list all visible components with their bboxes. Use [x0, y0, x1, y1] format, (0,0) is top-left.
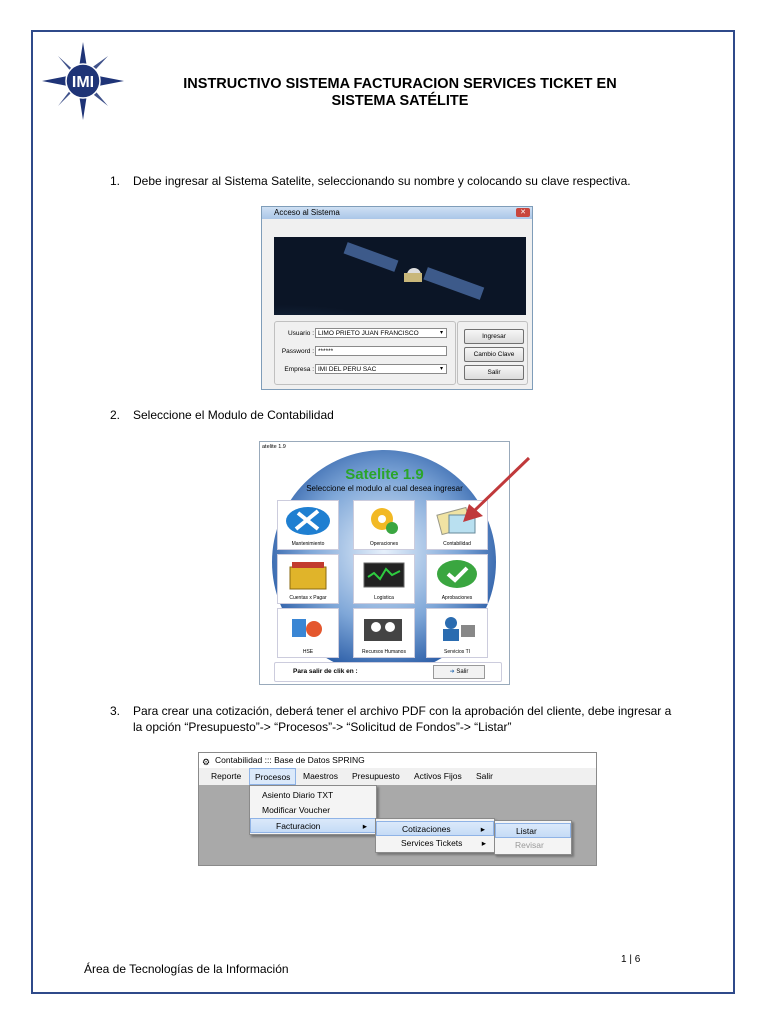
menu-activos-fijos[interactable]: Activos Fijos	[414, 771, 462, 781]
module-label: Contabilidad	[443, 541, 471, 547]
people-icon	[354, 609, 414, 647]
module-recursos-humanos[interactable]	[353, 608, 415, 658]
chevron-right-icon: ▸	[362, 821, 367, 831]
module-cuentas-x-pagar[interactable]	[277, 554, 339, 604]
module-label: Recursos Humanos	[362, 649, 406, 655]
facturacion-label: Facturacion	[276, 821, 321, 831]
module-label: Servicios TI	[443, 649, 471, 655]
password-value: ******	[318, 348, 334, 355]
salir-button[interactable]: Salir	[464, 365, 524, 380]
box-icon	[278, 555, 338, 593]
page-number: 1 | 6	[621, 954, 641, 965]
password-field[interactable]	[315, 346, 447, 356]
exit-arrow-icon: ➜	[449, 669, 457, 675]
user-computer-icon	[427, 609, 487, 647]
check-icon	[427, 555, 487, 593]
module-servicios-ti[interactable]	[426, 608, 488, 658]
module-label: HSE	[302, 649, 314, 655]
module-aprobaciones[interactable]	[426, 554, 488, 604]
step-text: Seleccione el Modulo de Contabilidad	[133, 408, 334, 422]
menu-maestros[interactable]: Maestros	[303, 771, 338, 781]
cotizaciones-label: Cotizaciones	[402, 824, 451, 834]
login-window-titlebar	[262, 207, 532, 219]
module-label: Aprobaciones	[441, 595, 473, 601]
module-hse[interactable]	[277, 608, 339, 658]
document-title	[140, 76, 660, 110]
launcher-heading: Satelite 1.9	[345, 466, 424, 483]
menu-screenshot	[198, 752, 597, 866]
menu-presupuesto[interactable]: Presupuesto	[352, 771, 400, 781]
usuario-value: LIMO PRIETO JUAN FRANCISCO	[318, 330, 419, 337]
wrench-icon	[278, 501, 338, 539]
menu-window-title: Contabilidad ::: Base de Datos SPRING	[215, 755, 365, 765]
module-logistica[interactable]	[353, 554, 415, 604]
footer-department: Área de Tecnologías de la Información	[84, 962, 289, 976]
module-label: Operaciones	[369, 541, 399, 547]
module-label: Mantenimiento	[291, 541, 325, 547]
services-tickets-label: Services Tickets	[401, 838, 463, 848]
exit-text: Para salir de clik en :	[293, 668, 358, 675]
module-label: Cuentas x Pagar	[289, 595, 327, 601]
login-window-title: Acceso al Sistema	[274, 208, 340, 217]
password-label: Password :	[281, 348, 314, 355]
menu-item-facturacion[interactable]	[250, 818, 376, 833]
step-text: Debe ingresar al Sistema Satelite, seleccionando su nombre y colocando su clave respectiva.	[133, 174, 631, 188]
title-line-2: SISTEMA SATÉLITE	[331, 93, 469, 109]
menu-item-asiento-diario[interactable]: Asiento Diario TXT	[262, 790, 334, 800]
menubar	[199, 768, 596, 785]
imi-logo	[40, 40, 126, 122]
step-text: Para crear una cotización, deberá tener el archivo PDF con la aprobación del cliente, debe ingresar a la opción “Presupuesto”-> “Procesos”-> “Solicitud de Fondos”-> “Listar”	[133, 704, 672, 734]
module-mantenimiento[interactable]	[277, 500, 339, 550]
module-label: Logistica	[374, 595, 394, 601]
empresa-select[interactable]	[315, 364, 447, 374]
launcher-window-title: atelite 1.9	[262, 444, 286, 450]
app-icon: ⚙	[202, 757, 211, 767]
launcher-salir-button[interactable]	[433, 665, 485, 679]
menu-item-revisar: Revisar	[515, 840, 544, 850]
satellite-earth-image	[274, 237, 526, 315]
step-number: 2.	[110, 408, 121, 422]
close-icon[interactable]: ✕	[516, 208, 530, 217]
usuario-select[interactable]	[315, 328, 447, 338]
exit-bar	[274, 662, 502, 682]
menu-window-titlebar	[199, 753, 596, 768]
launcher-salir-label: Salir	[456, 669, 469, 675]
menu-item-cotizaciones[interactable]	[376, 821, 494, 836]
menu-salir[interactable]: Salir	[476, 771, 494, 781]
menu-reporte[interactable]: Reporte	[211, 771, 242, 781]
empresa-value: IMI DEL PERU SAC	[318, 366, 377, 373]
menu-item-listar[interactable]: Listar	[495, 823, 571, 838]
step-number: 3.	[110, 704, 121, 718]
facturacion-submenu	[375, 818, 495, 853]
chevron-right-icon: ▸	[480, 824, 485, 834]
chevron-down-icon: ▾	[439, 366, 443, 372]
cotizaciones-submenu	[494, 820, 572, 855]
logo-text: IMI	[71, 74, 95, 91]
ingresar-button[interactable]: Ingresar	[464, 329, 524, 344]
annotation-arrow-icon	[455, 454, 535, 534]
step-number: 1.	[110, 174, 121, 188]
module-operaciones[interactable]	[353, 500, 415, 550]
launcher-subheading: Seleccione el modulo al cual desea ingresar	[306, 484, 463, 493]
tools-icon	[278, 609, 338, 647]
chevron-right-icon: ▸	[481, 838, 486, 848]
menu-item-services-tickets[interactable]	[376, 836, 494, 851]
menu-item-modificar-voucher[interactable]: Modificar Voucher	[262, 805, 331, 815]
login-window-screenshot	[261, 206, 533, 390]
empresa-label: Empresa :	[284, 366, 314, 373]
gear-icon	[354, 501, 414, 539]
menu-procesos[interactable]: Procesos	[249, 768, 296, 785]
cambio-clave-button[interactable]: Cambio Clave	[464, 347, 524, 362]
monitor-chart-icon	[354, 555, 414, 593]
procesos-dropdown	[249, 785, 377, 835]
usuario-label: Usuario :	[287, 330, 314, 337]
title-line-1: INSTRUCTIVO SISTEMA FACTURACION SERVICES TICKET EN	[183, 76, 617, 92]
chevron-down-icon: ▾	[439, 330, 443, 336]
